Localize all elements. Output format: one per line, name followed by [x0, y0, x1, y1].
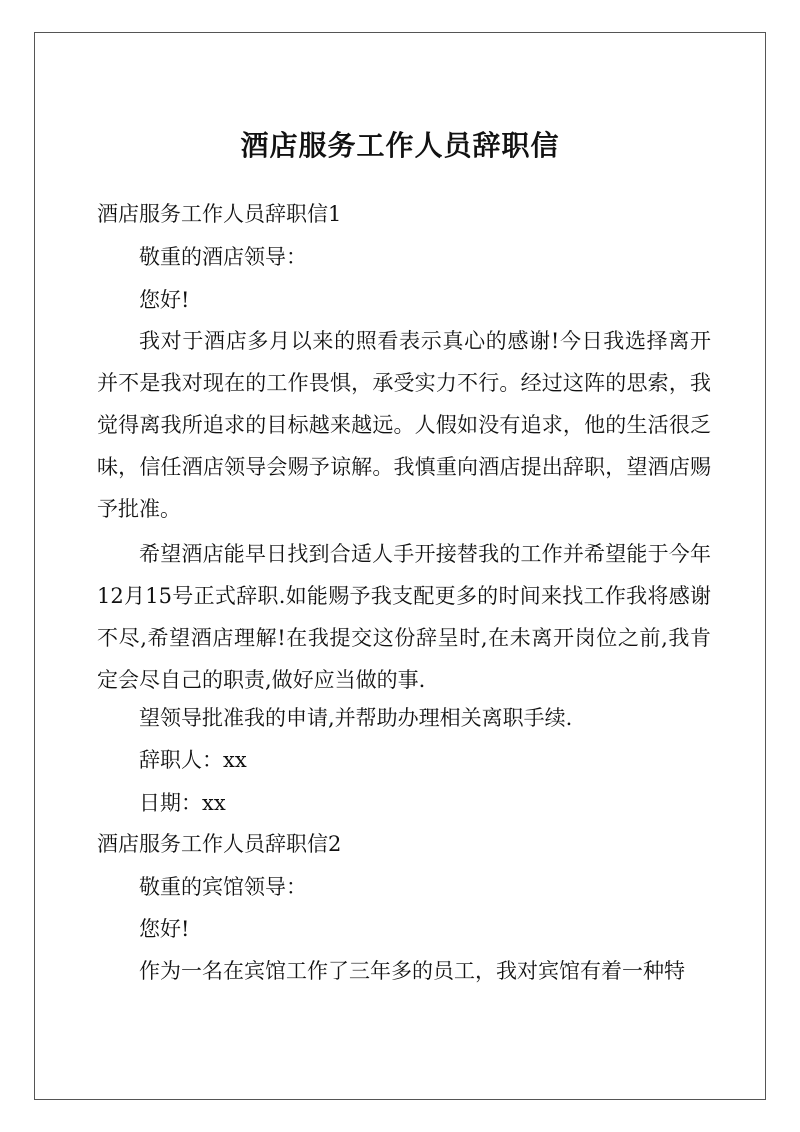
- letter1-greeting: 您好!: [139, 288, 190, 312]
- document-title: 酒店服务工作人员辞职信: [240, 129, 560, 162]
- letter1-paragraph-2: 希望酒店能早日找到合适人手开接替我的工作并希望能于今年12月15号正式辞职.如能赐予我支配更多的时间来找工作我将感谢不尽,希望酒店理解!在我提交这份辞呈时,在未离开岗位之前,我肯定会尽自己的职责,做好应当做的事.: [97, 542, 711, 692]
- letter1-salutation: 敬重的酒店领导：: [139, 245, 307, 269]
- letter2-salutation: 敬重的宾馆领导：: [139, 875, 307, 899]
- letter1-paragraph-1: 我对于酒店多月以来的照看表示真心的感谢!今日我选择离开并不是我对现在的工作畏惧，承受实力不行。经过这阵的思索，我觉得离我所追求的目标越来越远。人假如没有追求，他的生活很乏味，信任酒店领导会赐予谅解。我慎重向酒店提出辞职，望酒店赐予批准。: [97, 329, 711, 521]
- letter1-heading: 酒店服务工作人员辞职信1: [97, 202, 342, 226]
- letter2-greeting: 您好!: [139, 917, 190, 941]
- letter1-paragraph-3: 望领导批准我的申请,并帮助办理相关离职手续.: [139, 706, 573, 730]
- letter1-signer: 辞职人：xx: [139, 748, 247, 772]
- letter2-paragraph-1: 作为一名在宾馆工作了三年多的员工，我对宾馆有着一种特: [139, 959, 685, 983]
- letter1-date: 日期：xx: [139, 791, 226, 815]
- letter2-heading: 酒店服务工作人员辞职信2: [97, 832, 342, 856]
